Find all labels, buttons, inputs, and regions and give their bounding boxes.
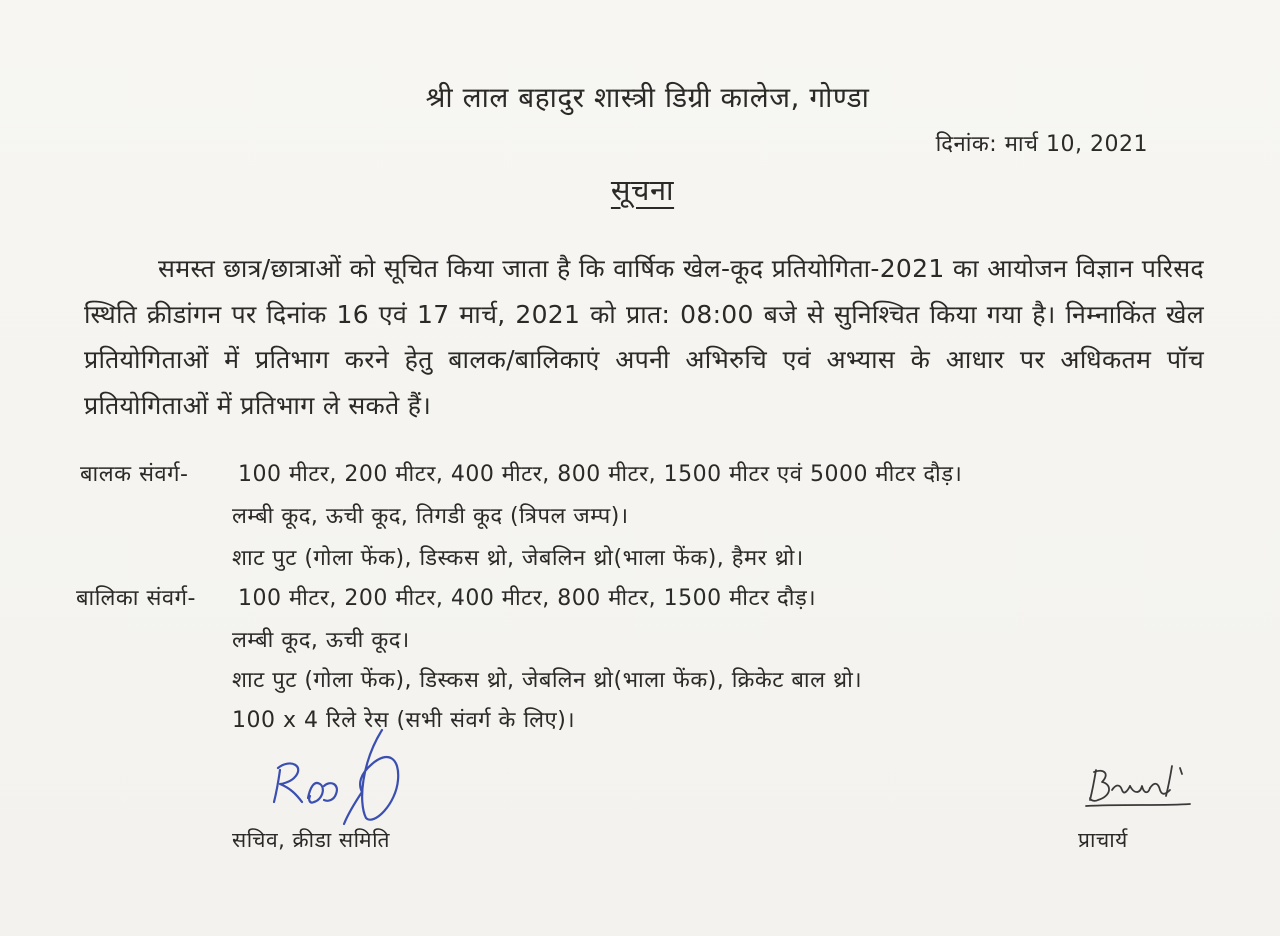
- boys-category-label: बालक संवर्ग-: [80, 462, 189, 487]
- secretary-title: सचिव, क्रीडा समिति: [232, 828, 391, 852]
- boys-throws-line: शाट पुट (गोला फेंक), डिस्कस थ्रो, जेबलिन थ्रो(भाला फेंक), हैमर थ्रो।: [232, 546, 804, 571]
- college-name: श्री लाल बहादुर शास्त्री डिग्री कालेज, गोण्डा: [425, 81, 870, 114]
- principal-title: प्राचार्य: [1078, 828, 1128, 852]
- girls-jumps-line: लम्बी कूद, ऊची कूद।: [232, 628, 410, 653]
- girls-races-line: 100 मीटर, 200 मीटर, 400 मीटर, 800 मीटर, 1500 मीटर दौड़।: [238, 586, 817, 611]
- secretary-signature: [262, 722, 442, 832]
- notice-title: सूचना: [610, 173, 675, 207]
- boys-jumps-line: लम्बी कूद, ऊची कूद, तिगडी कूद (त्रिपल जम्प)।: [232, 504, 629, 529]
- girls-category-label: बालिका संवर्ग-: [76, 586, 196, 611]
- notice-paragraph: समस्त छात्र/छात्राओं को सूचित किया जाता है कि वार्षिक खेल-कूद प्रतियोगिता-2021 का आयोजन विज्ञान परिसद स्थिति क्रीडांगन पर दिनांक 16 एवं 17 मार्च, 2021 को प्रात: 08:00 बजे से सुनिश्चित किया गया है। निम्नाकिंत खेल प्रतियोगिताओं में प्रतिभाग करने हेतु बालक/बालिकाएं अपनी अभिरुचि एवं अभ्यास के आधार पर अधिकतम पॉच प्रतियोगिताओं में प्रतिभाग ले सकते हैं।: [84, 254, 1204, 420]
- notice-date: दिनांक: मार्च 10, 2021: [935, 132, 1148, 157]
- principal-signature: [1082, 760, 1202, 820]
- relay-line: 100 x 4 रिले रेस (सभी संवर्ग के लिए)।: [232, 708, 576, 733]
- girls-throws-line: शाट पुट (गोला फेंक), डिस्कस थ्रो, जेबलिन थ्रो(भाला फेंक), क्रिकेट बाल थ्रो।: [232, 668, 863, 693]
- boys-races-line: 100 मीटर, 200 मीटर, 400 मीटर, 800 मीटर, 1500 मीटर एवं 5000 मीटर दौड़।: [238, 462, 963, 487]
